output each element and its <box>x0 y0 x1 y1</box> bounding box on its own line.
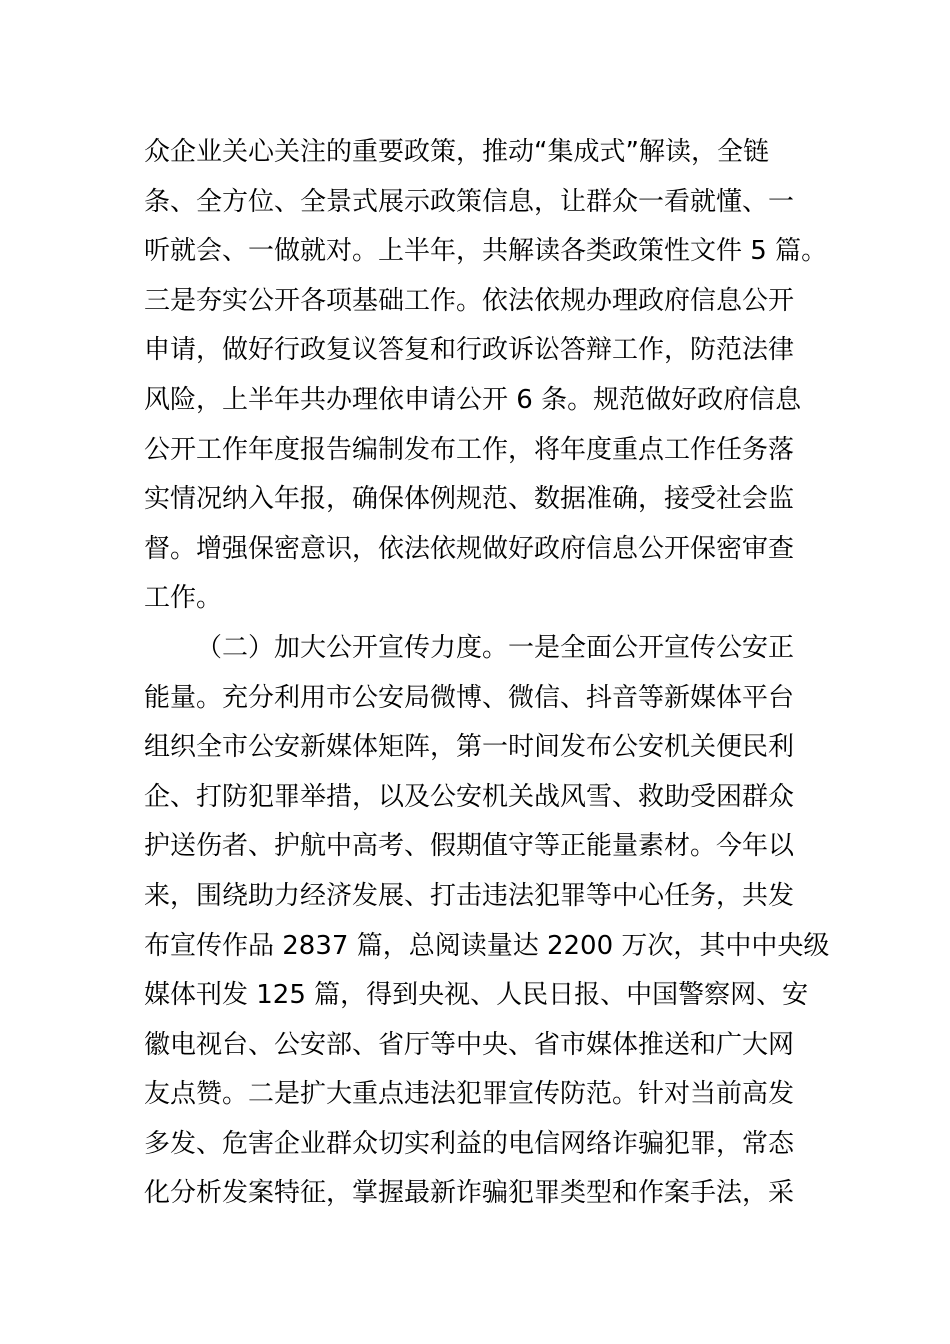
body-text <box>144 128 830 1219</box>
text-line: 护送伤者、护航中高考、假期值守等正能量素材。今年以 <box>144 831 795 862</box>
text-line: 申请，做好行政复议答复和行政诉讼答辩工作，防范法律 <box>144 335 795 366</box>
section-heading-line: （二）加大公开宣传力度。一是全面公开宣传公安正 <box>196 632 795 663</box>
text-line: 众企业关心关注的重要政策，推动“集成式”解读，全链 <box>144 137 769 167</box>
text-line: 布宣传作品 2837 篇，总阅读量达 2200 万次，其中中央级 <box>144 930 830 961</box>
text-line: 多发、危害企业群众切实利益的电信网络诈骗犯罪，常态 <box>144 1128 795 1159</box>
text-line: 企、打防犯罪举措，以及公安机关战风雪、救助受困群众 <box>144 781 795 812</box>
text-line: 工作。 <box>144 583 223 614</box>
text-line: 条、全方位、全景式展示政策信息，让群众一看就懂、一 <box>144 186 795 217</box>
text-line: 组织全市公安新媒体矩阵，第一时间发布公安机关便民利 <box>144 732 795 763</box>
text-line: 化分析发案特征，掌握最新诈骗犯罪类型和作案手法，采 <box>144 1178 795 1209</box>
text-line: 徽电视台、公安部、省厅等中央、省市媒体推送和广大网 <box>144 1029 795 1060</box>
text-line: 媒体刊发 125 篇，得到央视、人民日报、中国警察网、安 <box>144 980 809 1011</box>
text-line: 实情况纳入年报，确保体例规范、数据准确，接受社会监 <box>144 484 795 515</box>
text-line: 友点赞。二是扩大重点违法犯罪宣传防范。针对当前高发 <box>144 1079 795 1110</box>
text-line: 督。增强保密意识，依法依规做好政府信息公开保密审查 <box>144 533 795 564</box>
text-line: 能量。充分利用市公安局微博、微信、抖音等新媒体平台 <box>144 682 795 713</box>
text-line: 听就会、一做就对。上半年，共解读各类政策性文件 5 篇。 <box>144 236 828 267</box>
text-line: 来，围绕助力经济发展、打击违法犯罪等中心任务，共发 <box>144 880 795 911</box>
text-line: 三是夯实公开各项基础工作。依法依规办理政府信息公开 <box>144 285 795 316</box>
text-line: 公开工作年度报告编制发布工作，将年度重点工作任务落 <box>144 434 795 465</box>
text-line: 风险，上半年共办理依申请公开 6 条。规范做好政府信息 <box>144 384 802 415</box>
